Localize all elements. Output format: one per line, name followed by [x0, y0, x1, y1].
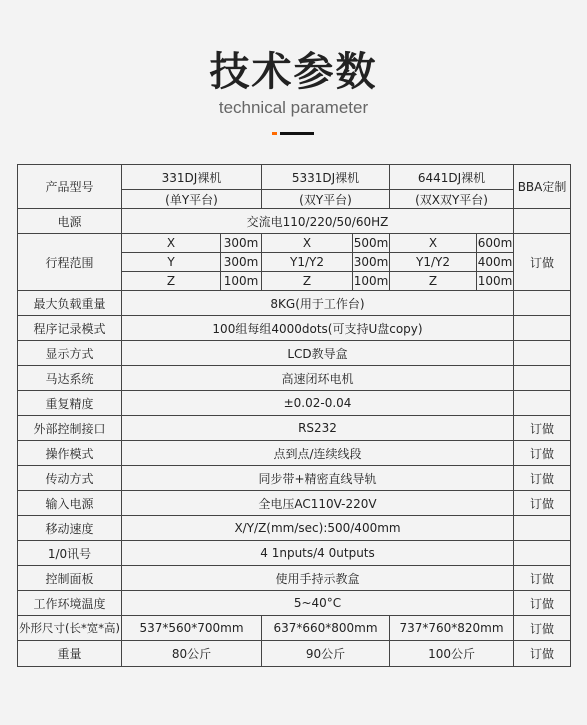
- spec-row: [18, 416, 571, 441]
- spec-row: [18, 541, 571, 566]
- travel-value: 300m: [353, 253, 390, 272]
- size-value: 637*660*800mm: [262, 616, 390, 641]
- page-title: 技术参数: [209, 49, 378, 95]
- row-label: 最大负载重量: [18, 291, 122, 316]
- row-label: 程序记录模式: [18, 316, 122, 341]
- row-label: 传动方式: [18, 466, 122, 491]
- travel-value: 300m: [221, 253, 262, 272]
- row-value: 8KG(用于工作台): [122, 291, 514, 316]
- row-value: 点到点/连续线段: [122, 441, 514, 466]
- row-label: 移动速度: [18, 516, 122, 541]
- model-platform: (双X双Y平台): [390, 190, 514, 209]
- axis-cell: Y1/Y2: [390, 253, 477, 272]
- spec-row: [18, 516, 571, 541]
- row-label: 1/0讯号: [18, 541, 122, 566]
- spec-row: [18, 491, 571, 516]
- row-label: 外部控制接口: [18, 416, 122, 441]
- travel-value: 100m: [353, 272, 390, 291]
- travel-label: 行程范围: [18, 234, 122, 291]
- spec-table: [17, 164, 571, 667]
- power-row: [18, 209, 571, 234]
- row-extra: [514, 516, 571, 541]
- spec-row: [18, 391, 571, 416]
- row-extra: 订做: [514, 616, 571, 641]
- travel-value: 400m: [477, 253, 514, 272]
- model-name: 5331DJ裸机: [262, 165, 390, 190]
- row-extra: [514, 209, 571, 234]
- row-extra: [514, 291, 571, 316]
- row-value: 同步带+精密直线导轨: [122, 466, 514, 491]
- spec-row: [18, 591, 571, 616]
- divider-dot: [272, 132, 277, 135]
- row-label: 显示方式: [18, 341, 122, 366]
- size-value: 737*760*820mm: [390, 616, 514, 641]
- spec-row: [18, 366, 571, 391]
- travel-value: 500m: [353, 234, 390, 253]
- weight-row: [18, 641, 571, 667]
- size-row: [18, 616, 571, 641]
- travel-value: 600m: [477, 234, 514, 253]
- divider-bar: [280, 132, 314, 135]
- spec-row: [18, 341, 571, 366]
- row-value: ±0.02-0.04: [122, 391, 514, 416]
- axis-cell: Z: [390, 272, 477, 291]
- model-name: 331DJ裸机: [122, 165, 262, 190]
- size-value: 537*560*700mm: [122, 616, 262, 641]
- row-label: 输入电源: [18, 491, 122, 516]
- page-subtitle: technical parameter: [218, 98, 369, 117]
- model-platform: (单Y平台): [122, 190, 262, 209]
- axis-cell: Z: [122, 272, 221, 291]
- travel-value: 100m: [477, 272, 514, 291]
- row-value: 高速闭环电机: [122, 366, 514, 391]
- row-value: 交流电110/220/50/60HZ: [122, 209, 514, 234]
- row-label: 外形尺寸(长*宽*高): [18, 616, 122, 641]
- spec-row: [18, 291, 571, 316]
- row-label: 电源: [18, 209, 122, 234]
- row-value: 使用手持示教盒: [122, 566, 514, 591]
- row-label: 马达系统: [18, 366, 122, 391]
- row-extra: 订做: [514, 641, 571, 667]
- model-row: [18, 165, 571, 190]
- travel-row: [18, 234, 571, 253]
- row-extra: [514, 541, 571, 566]
- row-extra: 订做: [514, 591, 571, 616]
- travel-extra: 订做: [514, 234, 571, 291]
- row-label: 重复精度: [18, 391, 122, 416]
- weight-value: 100公斤: [390, 641, 514, 667]
- axis-cell: Y: [122, 253, 221, 272]
- weight-value: 90公斤: [262, 641, 390, 667]
- product-model-label: 产品型号: [18, 165, 122, 209]
- row-extra: 订做: [514, 566, 571, 591]
- row-extra: 订做: [514, 466, 571, 491]
- row-value: 100组每组4000dots(可支持U盘copy): [122, 316, 514, 341]
- spec-row: [18, 466, 571, 491]
- row-value: X/Y/Z(mm/sec):500/400mm: [122, 516, 514, 541]
- row-value: RS232: [122, 416, 514, 441]
- row-label: 重量: [18, 641, 122, 667]
- spec-row: [18, 566, 571, 591]
- row-value: LCD教导盒: [122, 341, 514, 366]
- travel-value: 100m: [221, 272, 262, 291]
- row-extra: [514, 341, 571, 366]
- row-label: 控制面板: [18, 566, 122, 591]
- row-extra: [514, 316, 571, 341]
- row-value: 5~40°C: [122, 591, 514, 616]
- row-extra: 订做: [514, 491, 571, 516]
- axis-cell: Y1/Y2: [262, 253, 353, 272]
- row-value: 4 1nputs/4 0utputs: [122, 541, 514, 566]
- weight-value: 80公斤: [122, 641, 262, 667]
- spec-row: [18, 316, 571, 341]
- axis-cell: Z: [262, 272, 353, 291]
- axis-cell: X: [262, 234, 353, 253]
- row-extra: [514, 366, 571, 391]
- axis-cell: X: [122, 234, 221, 253]
- row-label: 操作模式: [18, 441, 122, 466]
- travel-value: 300m: [221, 234, 262, 253]
- bba-custom-label: BBA定制: [514, 165, 571, 209]
- axis-cell: X: [390, 234, 477, 253]
- row-extra: 订做: [514, 441, 571, 466]
- row-value: 全电压AC110V-220V: [122, 491, 514, 516]
- spec-row: [18, 441, 571, 466]
- row-extra: [514, 391, 571, 416]
- model-name: 6441DJ裸机: [390, 165, 514, 190]
- row-label: 工作环境温度: [18, 591, 122, 616]
- row-extra: 订做: [514, 416, 571, 441]
- model-platform: (双Y平台): [262, 190, 390, 209]
